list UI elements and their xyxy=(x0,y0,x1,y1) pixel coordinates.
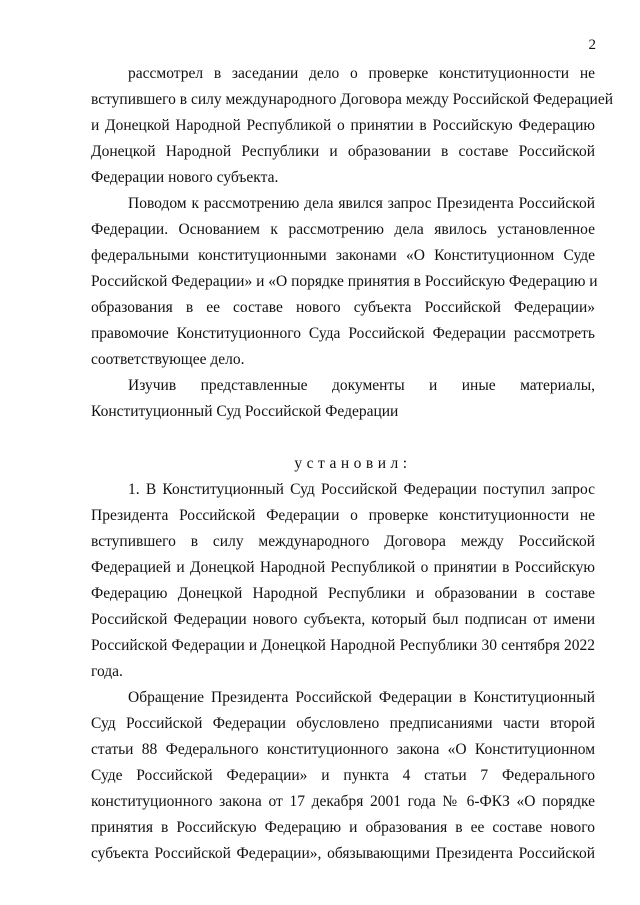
text-line: Обращение Президента Российской Федерации в Конституционный xyxy=(128,689,595,706)
paragraph-case-subject xyxy=(91,61,614,191)
text-line: Донецкой Народной Республики и образовании в составе Российской xyxy=(91,143,595,160)
text-line: Конституционный Суд Российской Федерации xyxy=(91,403,399,420)
text-line: Изучив представленные документы и иные материалы, xyxy=(128,377,595,394)
text-line: года. xyxy=(91,663,123,680)
document-body xyxy=(91,61,614,867)
paragraph-materials xyxy=(91,373,595,425)
text-line: Российской Федерации нового субъекта, который был подписан от имени xyxy=(91,611,595,628)
paragraph-request xyxy=(91,477,595,685)
text-line: Суде Российской Федерации» и пункта 4 статьи 7 Федерального xyxy=(91,767,595,784)
text-line: Российской Федерации» и «О порядке принятия в Российскую Федерацию и xyxy=(91,273,598,290)
text-line: статьи 88 Федерального конституционного закона «О Конституционном xyxy=(91,741,595,758)
text-line: Федерации нового субъекта. xyxy=(91,169,279,186)
text-line: принятия в Российскую Федерацию и образования в ее составе нового xyxy=(91,819,595,836)
text-line: и Донецкой Народной Республикой о принятии в Российскую Федерацию xyxy=(91,117,595,134)
text-line: правомочие Конституционного Суда Российской Федерации рассмотреть xyxy=(91,325,595,342)
text-line: Федерацией и Донецкой Народной Республикой о принятии в Российскую xyxy=(91,559,595,576)
paragraph-grounds xyxy=(91,191,598,373)
text-line: Российской Федерации и Донецкой Народной Республики 30 сентября 2022 xyxy=(91,637,595,654)
text-line: Поводом к рассмотрению дела явился запрос Президента Российской xyxy=(128,195,595,212)
text-line: образования в ее составе нового субъекта Российской Федерации» xyxy=(91,299,595,316)
text-line: конституционного закона от 17 декабря 2001 года № 6-ФКЗ «О порядке xyxy=(91,793,595,810)
section-heading: установил: xyxy=(294,455,412,472)
text-line: Президента Российской Федерации о проверке конституционности не xyxy=(91,507,595,524)
text-line: Федерацию Донецкой Народной Республики и образовании в составе xyxy=(91,585,595,602)
text-line: рассмотрел в заседании дело о проверке конституционности не xyxy=(128,65,595,82)
spacer xyxy=(91,425,595,451)
paragraph-appeal xyxy=(91,685,595,867)
text-line: субъекта Российской Федерации», обязывающими Президента Российской xyxy=(91,845,595,862)
text-line: вступившего в силу международного Договора между Российской xyxy=(91,533,595,550)
text-line: Федерации. Основанием к рассмотрению дела явилось установленное xyxy=(91,221,595,238)
text-line: Суд Российской Федерации обусловлено предписаниями части второй xyxy=(91,715,595,732)
text-line: федеральными конституционными законами «О Конституционном Суде xyxy=(91,247,595,264)
text-line: 1. В Конституционный Суд Российской Федерации поступил запрос xyxy=(128,481,595,498)
text-line: соответствующее дело. xyxy=(91,351,245,368)
text-line: вступившего в силу международного Договора между Российской Федерацией xyxy=(91,91,614,108)
page-number: 2 xyxy=(588,37,596,53)
